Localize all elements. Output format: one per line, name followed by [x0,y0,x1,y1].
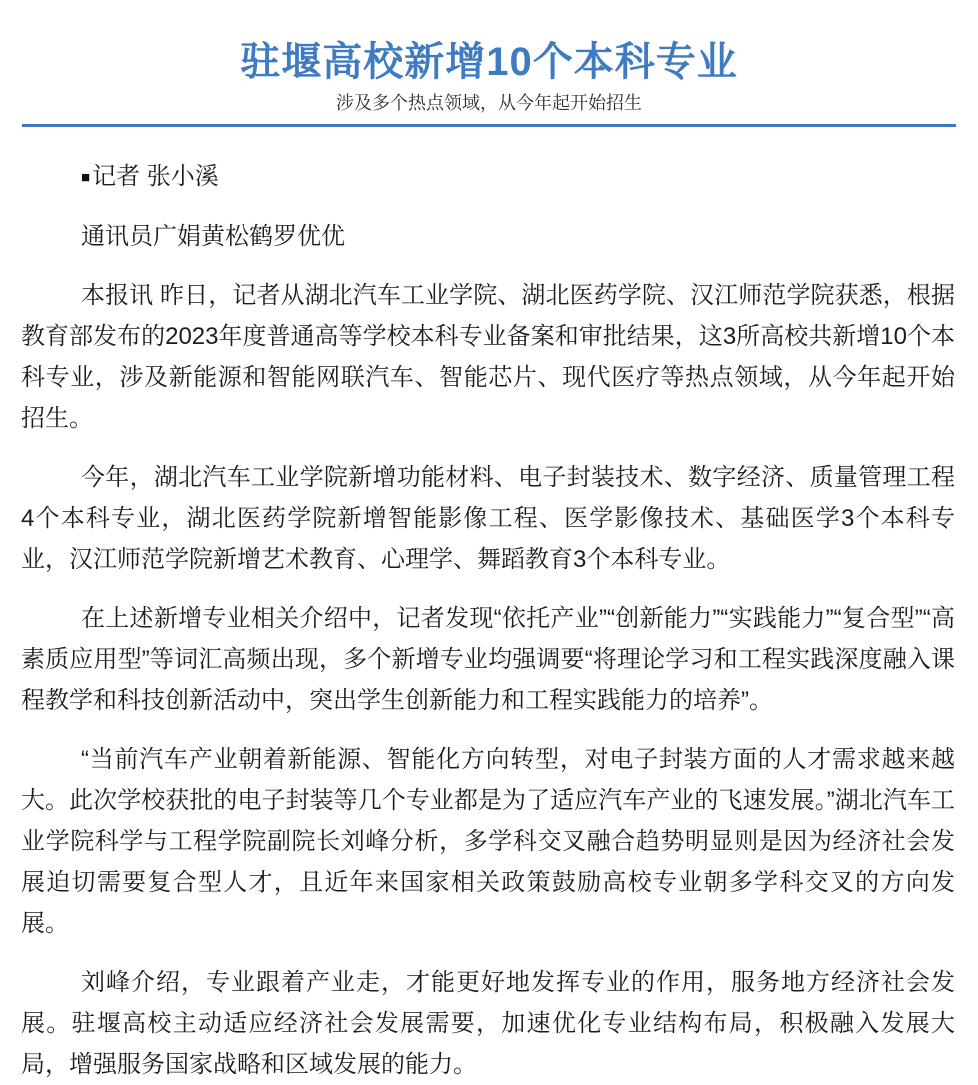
article-body [0,156,978,1085]
article-paragraph: 今年，湖北汽车工业学院新增功能材料、电子封装技术、数字经济、质量管理工程4个本科专业，湖北医药学院新增智能影像工程、医学影像技术、基础医学3个本科专业，汉江师范学院新增艺术教育、心理学、舞蹈教育3个本科专业。 [21,464,955,574]
byline-reporter-text: 记者 张小溪 [92,163,219,191]
article-paragraph: 在上述新增专业相关介绍中，记者发现“依托产业”“创新能力”“实践能力”“复合型”“高素质应用型”等词汇高频出现，多个新增专业均强调要“将理论学习和工程实践深度融入课程教学和科技创新活动中，突出学生创新能力和工程实践能力的培养”。 [21,605,955,715]
article-header [0,0,978,127]
byline-correspondents: 通讯员广娟黄松鹤罗优优 [81,223,345,251]
article-paragraph: 本报讯 昨日，记者从湖北汽车工业学院、湖北医药学院、汉江师范学院获悉，根据教育部发布的2023年度普通高等学校本科专业备案和审批结果，这3所高校共新增10个本科专业，涉及新能源和智能网联汽车、智能芯片、现代医疗等热点领域，从今年起开始招生。 [21,282,955,433]
square-bullet-icon: ■ [81,169,91,187]
article-paragraph: 刘峰介绍，专业跟着产业走，才能更好地发挥专业的作用，服务地方经济社会发展。驻堰高校主动适应经济社会发展需要，加速优化专业结构布局，积极融入发展大局，增强服务国家战略和区域发展的能力。 [21,969,955,1079]
article-paragraph: “当前汽车产业朝着新能源、智能化方向转型，对电子封装方面的人才需求越来越大。此次学校获批的电子封装等几个专业都是为了适应汽车产业的飞速发展。”湖北汽车工业学院科学与工程学院副院长刘峰分析，多学科交叉融合趋势明显则是因为经济社会发展迫切需要复合型人才，且近年来国家相关政策鼓励高校专业朝多学科交叉的方向发展。 [21,746,955,938]
byline-reporter [21,156,955,198]
title-divider [22,124,956,127]
article-title: 驻堰高校新增10个本科专业 [240,40,738,84]
article-subtitle: 涉及多个热点领域，从今年起开始招生 [336,93,642,113]
